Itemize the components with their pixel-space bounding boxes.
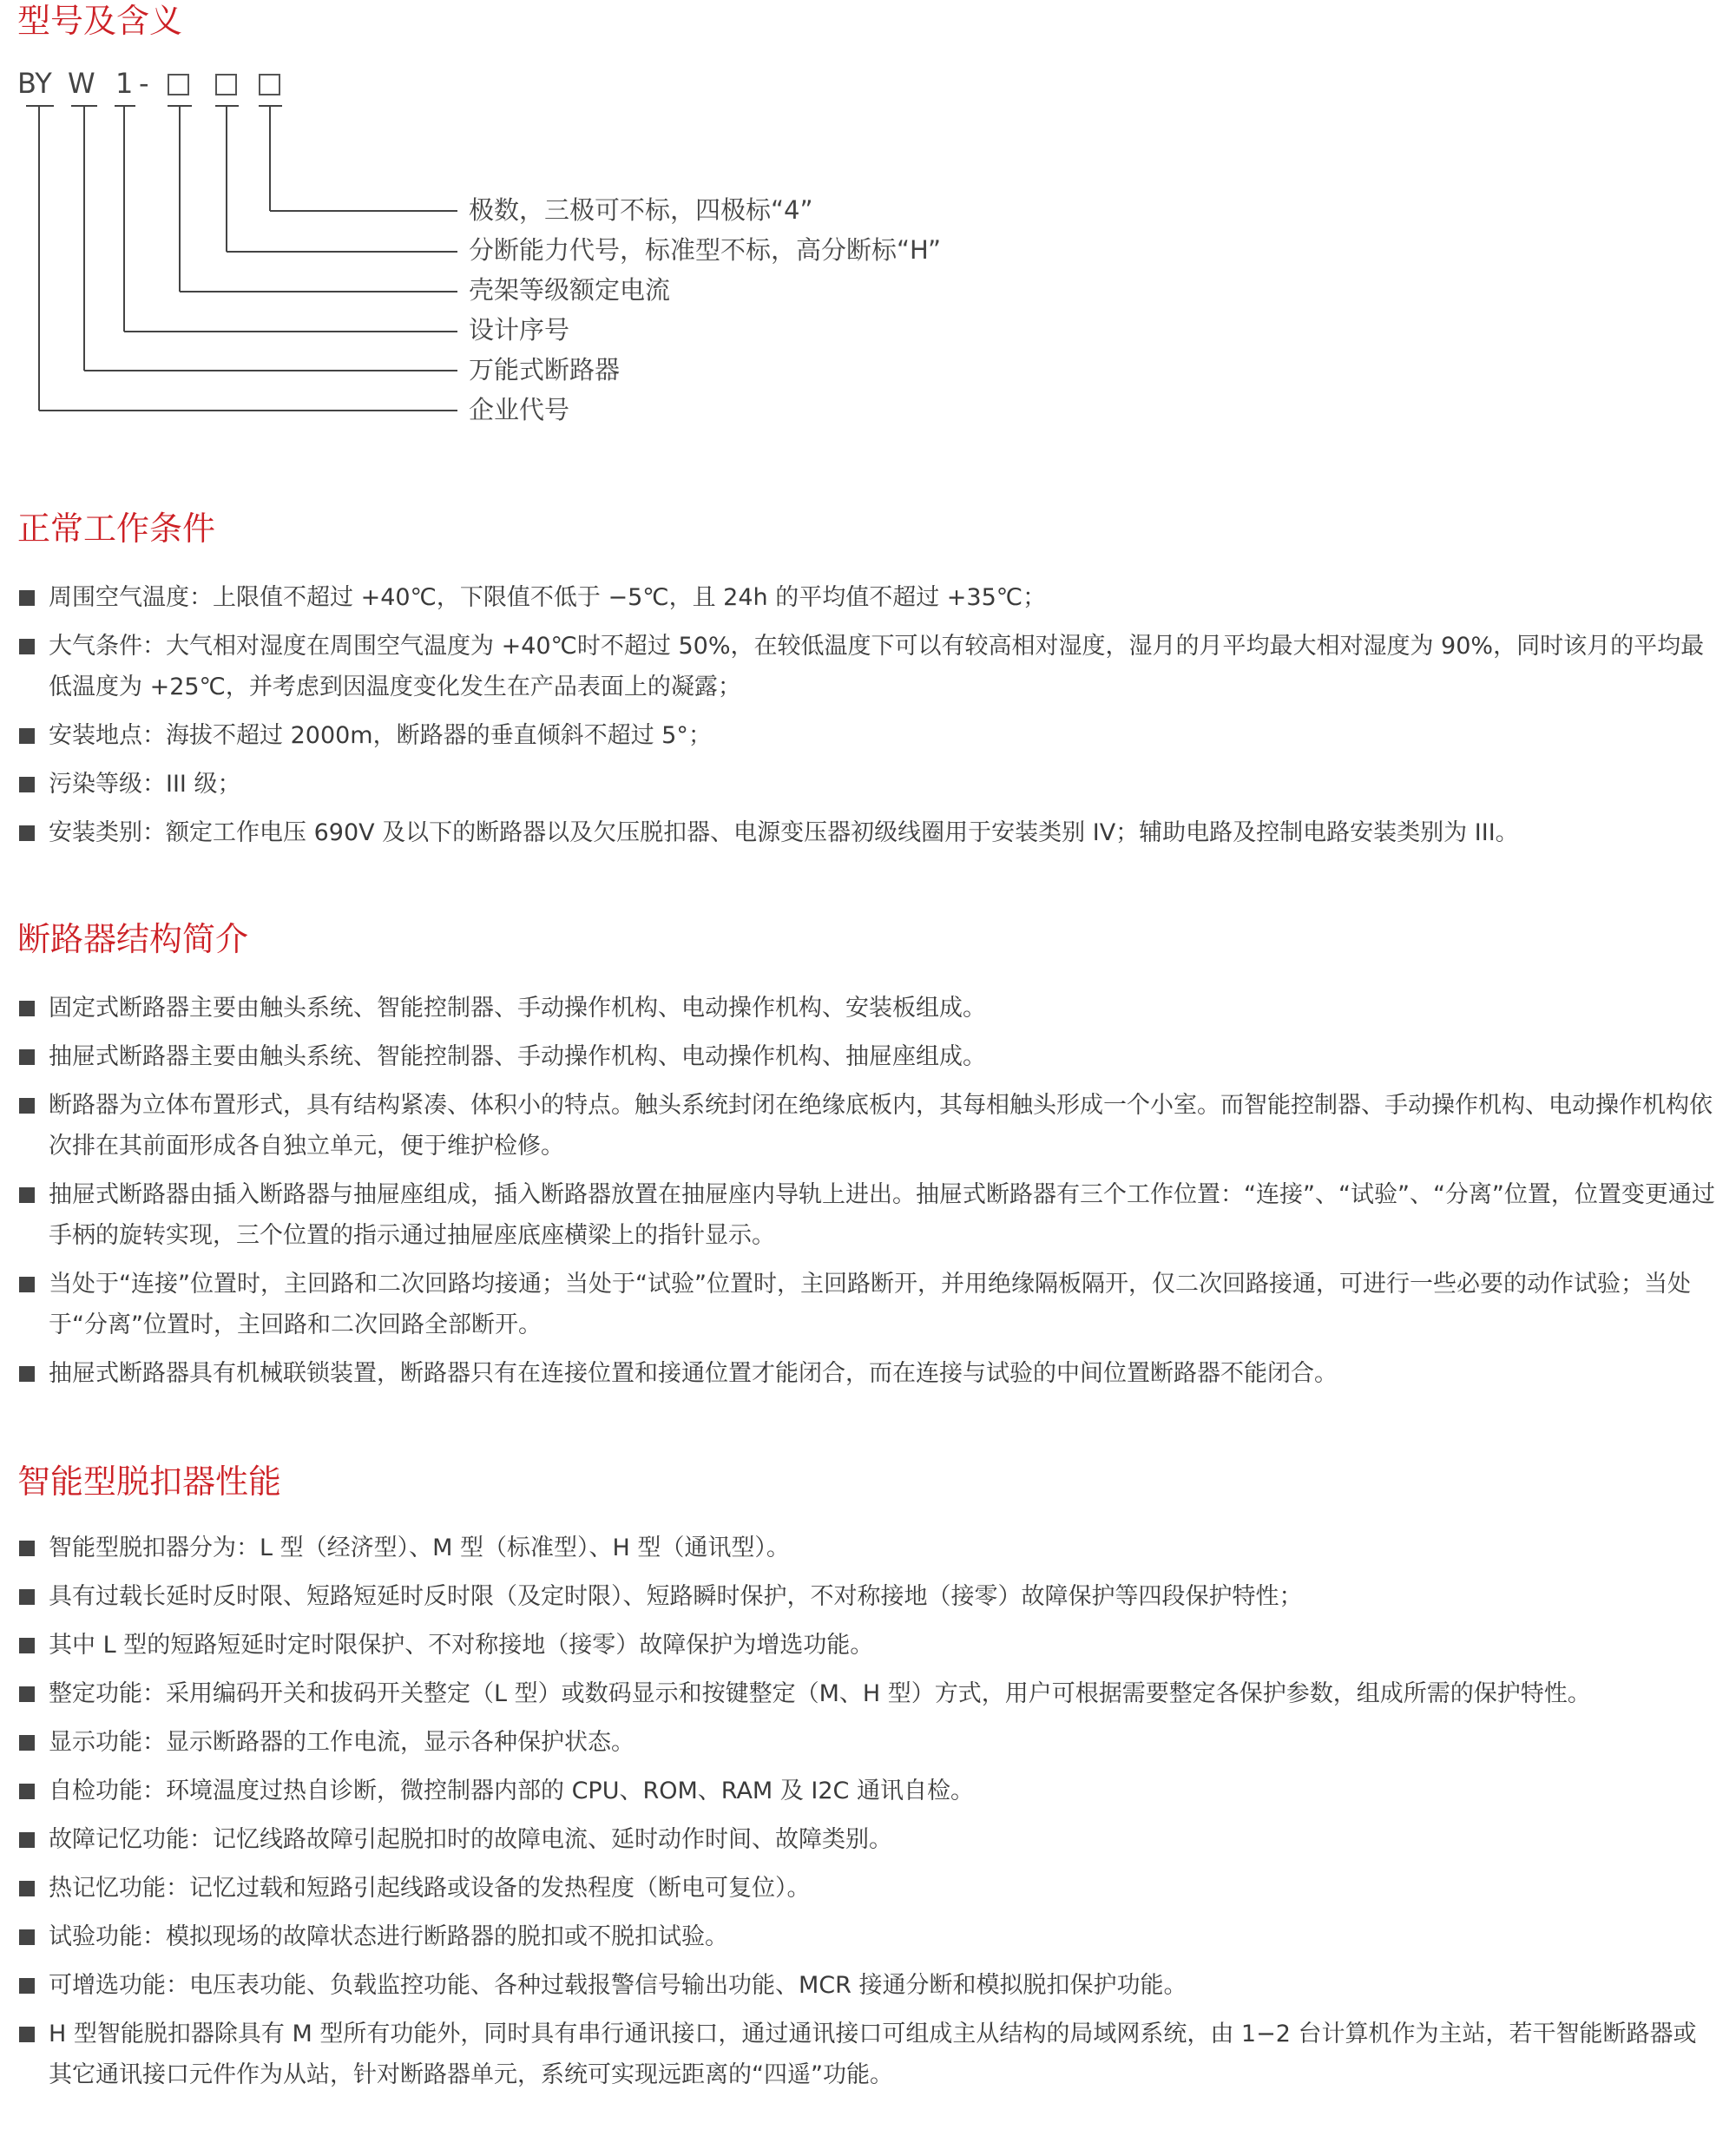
model-section-title: 型号及含义 [17, 2, 183, 40]
code-dash: - [139, 67, 149, 100]
list-item: 热记忆功能：记忆过载和短路引起线路或设备的发热程度（断电可复位）。 [17, 1868, 1719, 1909]
list-item: 抽屉式断路器主要由触头系统、智能控制器、手动操作机构、电动操作机构、抽屉座组成。 [17, 1036, 1719, 1077]
list-item: 其中 L 型的短路短延时定时限保护、不对称接地（接零）故障保护为增选功能。 [17, 1625, 1719, 1666]
legend-design-number: 设计序号 [469, 315, 570, 345]
list-item: 安装类别：额定工作电压 690V 及以下的断路器以及欠压脱扣器、电源变压器初级线圈用于安装类别 IV；辅助电路及控制电路安装类别为 III。 [17, 812, 1719, 853]
code-type: W [68, 67, 95, 100]
list-item: 污染等级：III 级； [17, 764, 1719, 805]
trip-unit-list [17, 1528, 1719, 2103]
trip-unit-section-title: 智能型脱扣器性能 [17, 1462, 282, 1501]
list-item: 可增选功能：电压表功能、负载监控功能、各种过载报警信号输出功能、MCR 接通分断和模拟脱扣保护功能。 [17, 1965, 1719, 2006]
list-item: 大气条件：大气相对湿度在周围空气温度为 +40℃时不超过 50%，在较低温度下可以有较高相对湿度，湿月的月平均最大相对湿度为 90%，同时该月的平均最低温度为 +25℃，并考虑到因温度变化发生在产品表面上的凝露； [17, 626, 1719, 707]
code-design-number: 1 [115, 67, 134, 100]
list-item: 智能型脱扣器分为：L 型（经济型）、M 型（标准型）、H 型（通讯型）。 [17, 1528, 1719, 1568]
list-item: 抽屉式断路器具有机械联锁装置，断路器只有在连接位置和接通位置才能闭合，而在连接与试验的中间位置断路器不能闭合。 [17, 1353, 1719, 1394]
legend-frame-current: 壳架等级额定电流 [469, 275, 671, 305]
list-item: 自检功能：环境温度过热自诊断，微控制器内部的 CPU、ROM、RAM 及 I2C 通讯自检。 [17, 1771, 1719, 1811]
list-item: H 型智能脱扣器除具有 M 型所有功能外，同时具有串行通讯接口，通过通讯接口可组成主从结构的局域网系统，由 1−2 台计算机作为主站，若干智能断路器或其它通讯接口元件作为从站，针对断路器单元，系统可实现远距离的“四遥”功能。 [17, 2014, 1719, 2095]
list-item: 具有过载长延时反时限、短路短延时反时限（及定时限）、短路瞬时保护，不对称接地（接零）故障保护等四段保护特性； [17, 1576, 1719, 1617]
code-enterprise: BY [17, 67, 52, 100]
list-item: 安装地点：海拔不超过 2000m，断路器的垂直倾斜不超过 5°； [17, 715, 1719, 756]
list-item: 当处于“连接”位置时，主回路和二次回路均接通；当处于“试验”位置时，主回路断开，并用绝缘隔板隔开，仅二次回路接通，可进行一些必要的动作试验；当处于“分离”位置时，主回路和二次回路全部断开。 [17, 1264, 1719, 1345]
legend-poles: 极数，三极可不标，四极标“4” [469, 195, 813, 225]
structure-list [17, 988, 1719, 1402]
conditions-section-title: 正常工作条件 [17, 509, 216, 548]
list-item: 抽屉式断路器由插入断路器与抽屉座组成，插入断路器放置在抽屉座内导轨上进出。抽屉式断路器有三个工作位置：“连接”、“试验”、“分离”位置，位置变更通过手柄的旋转实现，三个位置的指示通过抽屉座底座横梁上的指针显示。 [17, 1174, 1719, 1256]
list-item: 故障记忆功能：记忆线路故障引起脱扣时的故障电流、延时动作时间、故障类别。 [17, 1819, 1719, 1860]
conditions-list [17, 577, 1719, 861]
list-item: 试验功能：模拟现场的故障状态进行断路器的脱扣或不脱扣试验。 [17, 1916, 1719, 1957]
legend-breaking-capacity: 分断能力代号，标准型不标，高分断标“H” [469, 235, 941, 265]
list-item: 整定功能：采用编码开关和拔码开关整定（L 型）或数码显示和按键整定（M、H 型）方式，用户可根据需要整定各保护参数，组成所需的保护特性。 [17, 1673, 1719, 1714]
list-item: 周围空气温度：上限值不超过 +40℃，下限值不低于 −5℃，且 24h 的平均值不超过 +35℃； [17, 577, 1719, 618]
model-code-diagram [0, 52, 1042, 443]
structure-section-title: 断路器结构简介 [17, 920, 249, 958]
list-item: 断路器为立体布置形式，具有结构紧凑、体积小的特点。触头系统封闭在绝缘底板内，其每相触头形成一个小室。而智能控制器、手动操作机构、电动操作机构依次排在其前面形成各自独立单元，便于维护检修。 [17, 1085, 1719, 1167]
list-item: 显示功能：显示断路器的工作电流，显示各种保护状态。 [17, 1722, 1719, 1763]
legend-breaker-type: 万能式断路器 [469, 355, 621, 384]
legend-enterprise-code: 企业代号 [469, 395, 570, 424]
list-item: 固定式断路器主要由触头系统、智能控制器、手动操作机构、电动操作机构、安装板组成。 [17, 988, 1719, 1029]
